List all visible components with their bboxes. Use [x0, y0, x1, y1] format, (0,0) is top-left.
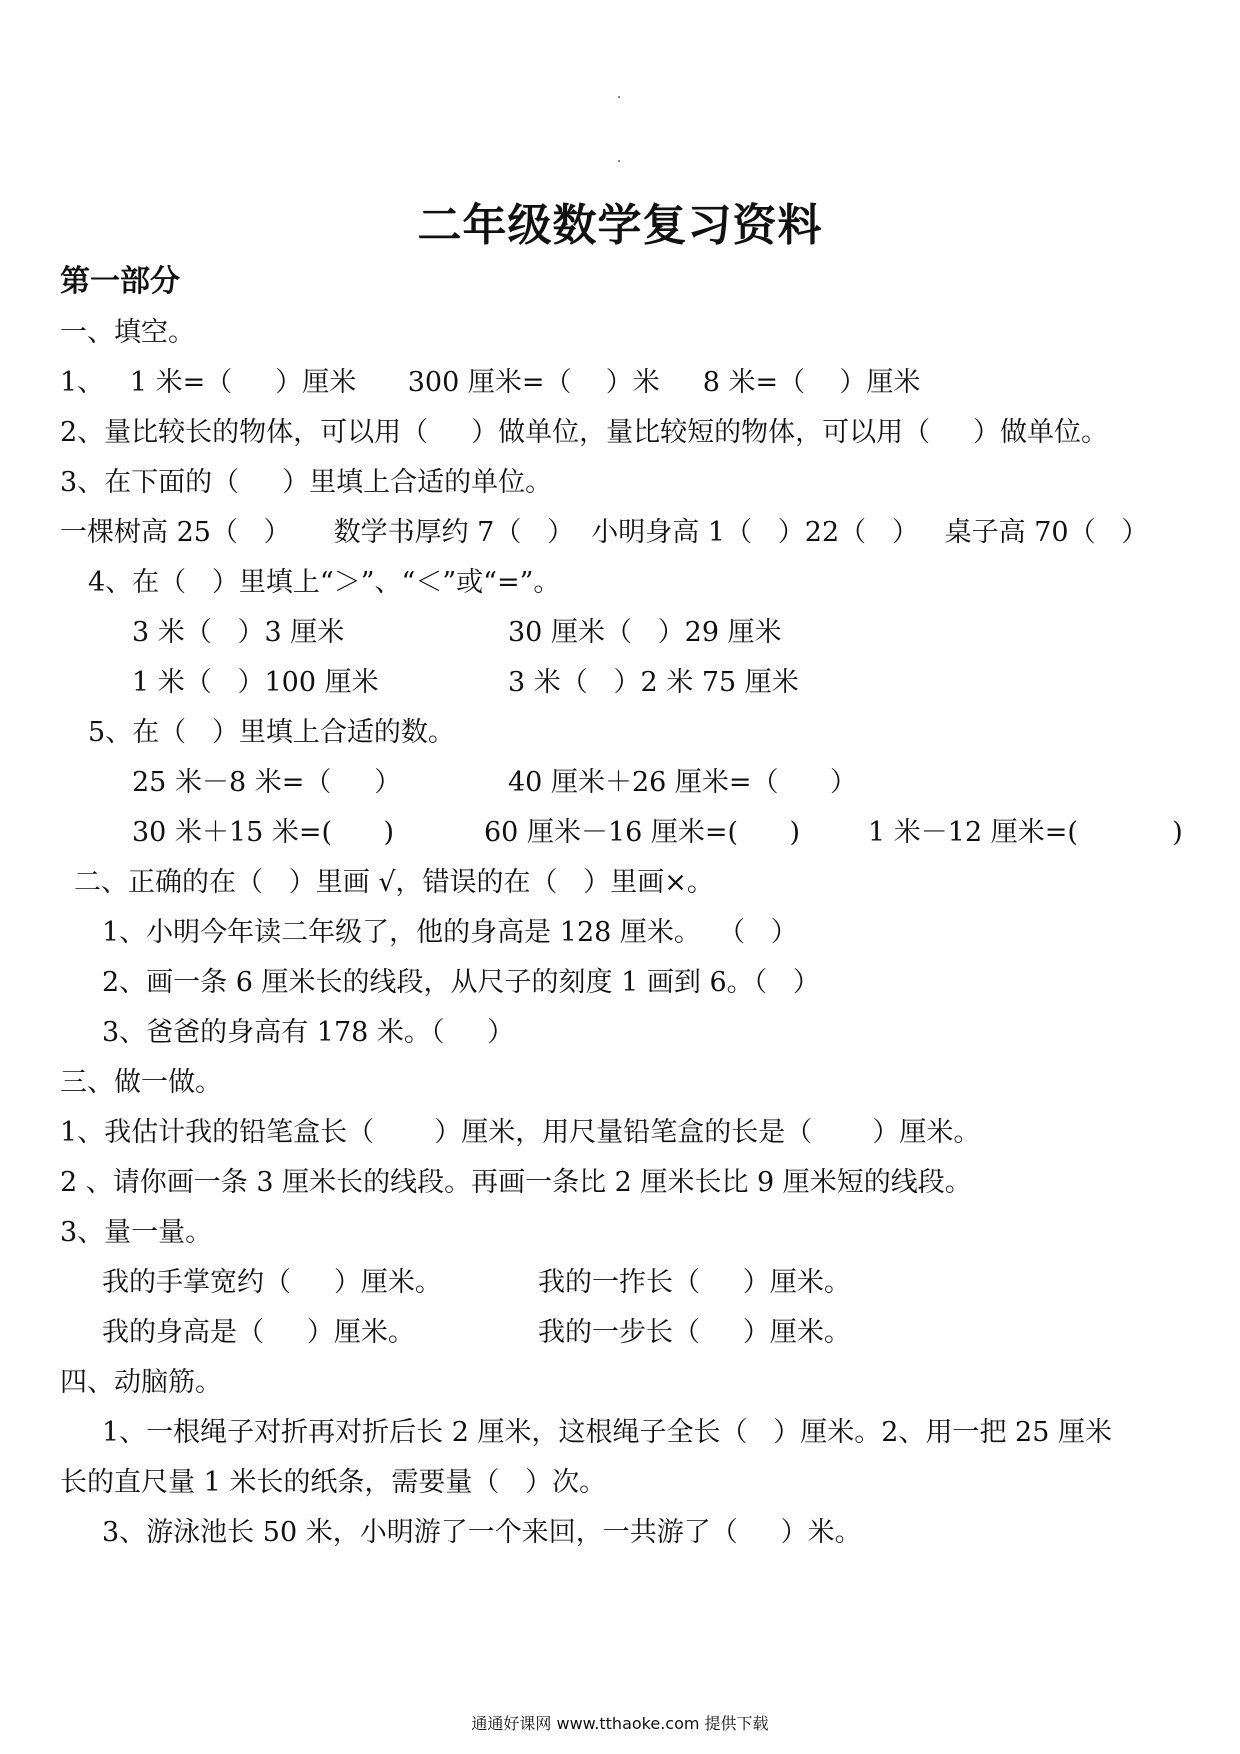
s1-question-3-items: 一棵树高 25（ ） 数学书厚约 7（ ） 小明身高 1（ ）22（ ） 桌子高 70（ ）: [60, 517, 1149, 548]
s3-question-1: 1、我估计我的铅笔盒长（ ）厘米，用尺量铅笔盒的长是（ ）厘米。: [60, 1117, 981, 1148]
s3-q3-item: 我的一拃长（ ）厘米。: [538, 1267, 851, 1298]
footer-source: 通通好课网 www.tthaoke.com 提供下载: [471, 1714, 769, 1733]
scan-speck: [618, 160, 620, 162]
s4-question-1-line-2: 长的直尺量 1 米长的纸条，需要量（ ）次。: [60, 1467, 607, 1498]
s3-q3-item: 我的身高是（ ）厘米。: [102, 1317, 415, 1348]
s1-q4-item: 3 米（ ）3 厘米: [132, 617, 345, 648]
s1-question-5: 5、在（ ）里填上合适的数。: [88, 717, 455, 748]
s1-q4-item: 3 米（ ）2 米 75 厘米: [508, 667, 799, 698]
s3-question-2: 2 、请你画一条 3 厘米长的线段。再画一条比 2 厘米长比 9 厘米短的线段。: [60, 1167, 972, 1198]
section-2-heading: 二、正确的在（ ）里画 √，错误的在（ ）里画×。: [74, 867, 714, 898]
s1-q5-item: 60 厘米－16 厘米=( ): [484, 817, 801, 848]
s1-q5-item: 40 厘米＋26 厘米=（ ）: [508, 767, 857, 798]
s1-q5-item: 25 米－8 米=（ ）: [132, 767, 402, 798]
section-3-heading: 三、做一做。: [60, 1067, 222, 1098]
scan-speck: [618, 96, 620, 98]
s3-q3-item: 我的手掌宽约（ ）厘米。: [102, 1267, 442, 1298]
s1-question-4: 4、在（ ）里填上“＞”、“＜”或“=”。: [88, 567, 561, 598]
s3-question-3: 3、量一量。: [60, 1217, 213, 1248]
s3-q3-item: 我的一步长（ ）厘米。: [538, 1317, 851, 1348]
s1-q5-item: 1 米－12 厘米=( ): [868, 817, 1183, 848]
s1-q4-item: 30 厘米（ ）29 厘米: [508, 617, 782, 648]
s1-question-3: 3、在下面的（ ）里填上合适的单位。: [60, 467, 553, 498]
section-1-heading: 一、填空。: [60, 317, 195, 348]
s1-q5-item: 30 米＋15 米=( ): [132, 817, 395, 848]
s2-question-2: 2、画一条 6 厘米长的线段，从尺子的刻度 1 画到 6。（ ）: [102, 967, 820, 998]
s1-question-1: 1、 1 米=（ ）厘米 300 厘米=（ ）米 8 米=（ ）厘米: [60, 367, 921, 398]
part-heading: 第一部分: [60, 264, 180, 299]
s1-question-2: 2、量比较长的物体，可以用（ ）做单位，量比较短的物体，可以用（ ）做单位。: [60, 417, 1109, 448]
s4-question-3: 3、游泳池长 50 米，小明游了一个来回，一共游了（ ）米。: [102, 1517, 862, 1548]
s2-question-1: 1、小明今年读二年级了，他的身高是 128 厘米。 （ ）: [102, 917, 798, 948]
s2-question-3: 3、爸爸的身高有 178 米。（ ）: [102, 1017, 515, 1048]
s1-q4-item: 1 米（ ）100 厘米: [132, 667, 379, 698]
page-title: 二年级数学复习资料: [417, 200, 823, 251]
s4-question-1-line-1: 1、一根绳子对折再对折后长 2 厘米，这根绳子全长（ ）厘米。2、用一把 25 厘米: [102, 1417, 1112, 1448]
section-4-heading: 四、动脑筋。: [60, 1367, 222, 1398]
